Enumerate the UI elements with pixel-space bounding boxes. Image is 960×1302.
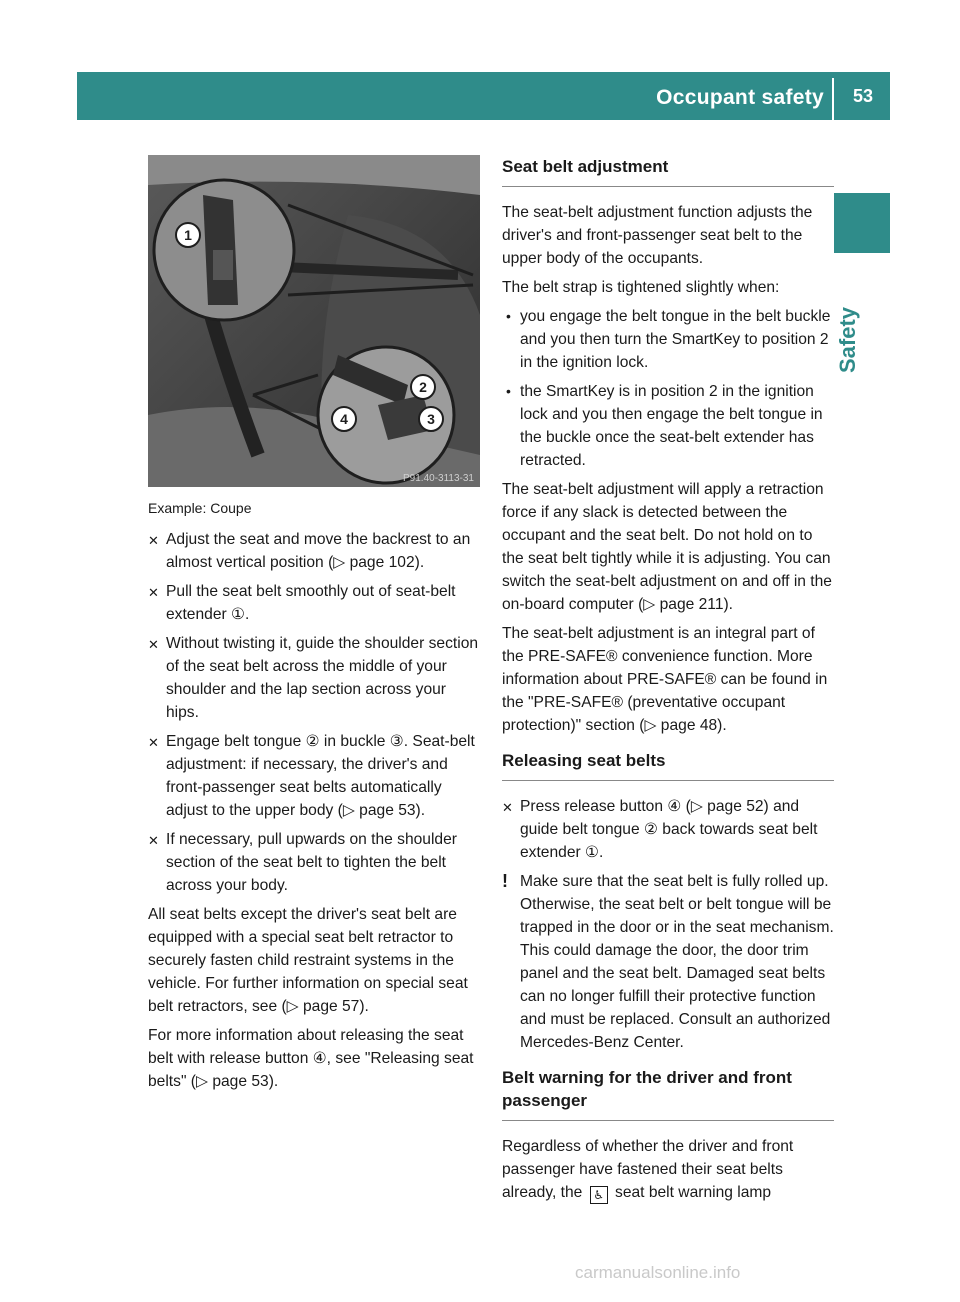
step-arrow-icon: ✕ <box>148 833 159 848</box>
paragraph-retractor: All seat belts except the driver's seat belt are equipped with a special seat belt retractor to securely fasten child restraint systems in the vehicle. For further information on special seat belt retractors, see (▷ page 57). <box>148 906 468 1015</box>
paragraph-belt-tightened: The belt strap is tightened slightly when: <box>502 279 780 296</box>
bullet-item: • you engage the belt tongue in the belt buckle and you then turn the SmartKey to position 2 in the ignition lock. <box>506 308 831 371</box>
svg-text:2: 2 <box>419 379 427 395</box>
left-column <box>148 155 482 1099</box>
side-tab-label: Safety <box>835 306 860 374</box>
seat-belt-warning-icon: ♿ <box>590 1186 608 1204</box>
seat-belt-figure <box>148 155 480 487</box>
step-pull-belt: ✕ Pull the seat belt smoothly out of seat-belt extender ①. <box>148 583 456 623</box>
header-divider <box>832 78 834 120</box>
step-release-button: ✕ Press release button ④ (▷ page 52) and guide belt tongue ② back towards seat belt extender ①. <box>502 798 818 861</box>
section-title: Occupant safety <box>656 86 824 109</box>
step-adjust-seat: ✕ Adjust the seat and move the backrest to an almost vertical position (▷ page 102). <box>148 531 471 571</box>
header-bar <box>77 72 890 120</box>
bullet-item: • the SmartKey is in position 2 in the ignition lock and you then engage the belt tongue in the buckle once the seat-belt extender has retracted. <box>506 383 823 469</box>
step-arrow-icon: ✕ <box>148 637 159 652</box>
watermark: carmanualsonline.info <box>575 1263 741 1282</box>
page-number: 53 <box>852 86 873 106</box>
paragraph-release-info: For more information about releasing the seat belt with release button ④, see "Releasing seat belts" (▷ page 53). <box>148 1027 474 1090</box>
warning-icon: ! <box>502 871 508 891</box>
heading-belt-warning: Belt warning for the driver and front passenger <box>502 1066 834 1121</box>
seat-belt-illustration <box>148 155 480 487</box>
side-tab <box>834 193 890 253</box>
svg-text:4: 4 <box>340 411 348 427</box>
paragraph-belt-warning: Regardless of whether the driver and front passenger have fastened their seat belts already, the ♿ seat belt warning lamp <box>502 1138 794 1202</box>
step-engage-tongue: ✕ Engage belt tongue ② in buckle ③. Seat-belt adjustment: if necessary, the driver's and front-passenger seat belts automatically adjust to the upper body (▷ page 53). <box>148 733 475 819</box>
warning-note: ! Make sure that the seat belt is fully rolled up. Otherwise, the seat belt or belt tongue will be trapped in the door or in the seat mechanism. This could damage the door, the door trim panel and the seat belt. Damaged seat belts can no longer fulfill their protective function and must be replaced. Consult an authorized Mercedes-Benz Center. <box>502 871 834 1051</box>
heading-seat-belt-adjustment: Seat belt adjustment <box>502 155 834 187</box>
step-arrow-icon: ✕ <box>148 533 159 548</box>
paragraph-retraction-force: The seat-belt adjustment will apply a retraction force if any slack is detected between the occupant and the seat belt. Do not hold on to the seat belt tightly while it is adjusting. You can switch the seat-belt adjustment on and off in the on-board computer (▷ page 211). <box>502 481 832 613</box>
paragraph-pre-safe: The seat-belt adjustment is an integral part of the PRE-SAFE® convenience function. More information about PRE-SAFE® can be found in the "PRE-SAFE® (preventative occupant protection)" section (▷ page 48). <box>502 625 828 734</box>
figure-caption: Example: Coupe <box>148 500 252 516</box>
callout-4 <box>332 407 356 431</box>
callout-1 <box>176 223 200 247</box>
svg-text:3: 3 <box>427 411 435 427</box>
step-tighten-belt: ✕ If necessary, pull upwards on the shoulder section of the seat belt to tighten the belt across your body. <box>148 831 457 894</box>
callout-3 <box>419 407 443 431</box>
step-arrow-icon: ✕ <box>148 735 159 750</box>
svg-text:1: 1 <box>184 227 192 243</box>
step-guide-belt: ✕ Without twisting it, guide the shoulder section of the seat belt across the middle of your shoulder and the lap section across your hips. <box>148 635 479 721</box>
step-arrow-icon: ✕ <box>148 585 159 600</box>
paragraph-adjustment-intro: The seat-belt adjustment function adjusts the driver's and front-passenger seat belt to the upper body of the occupants. <box>502 204 813 267</box>
step-arrow-icon: ✕ <box>502 800 513 815</box>
callout-2 <box>411 375 435 399</box>
figure-code: P91.40-3113-31 <box>403 473 474 484</box>
heading-releasing-seat-belts: Releasing seat belts <box>502 749 834 781</box>
right-column <box>502 155 834 1210</box>
